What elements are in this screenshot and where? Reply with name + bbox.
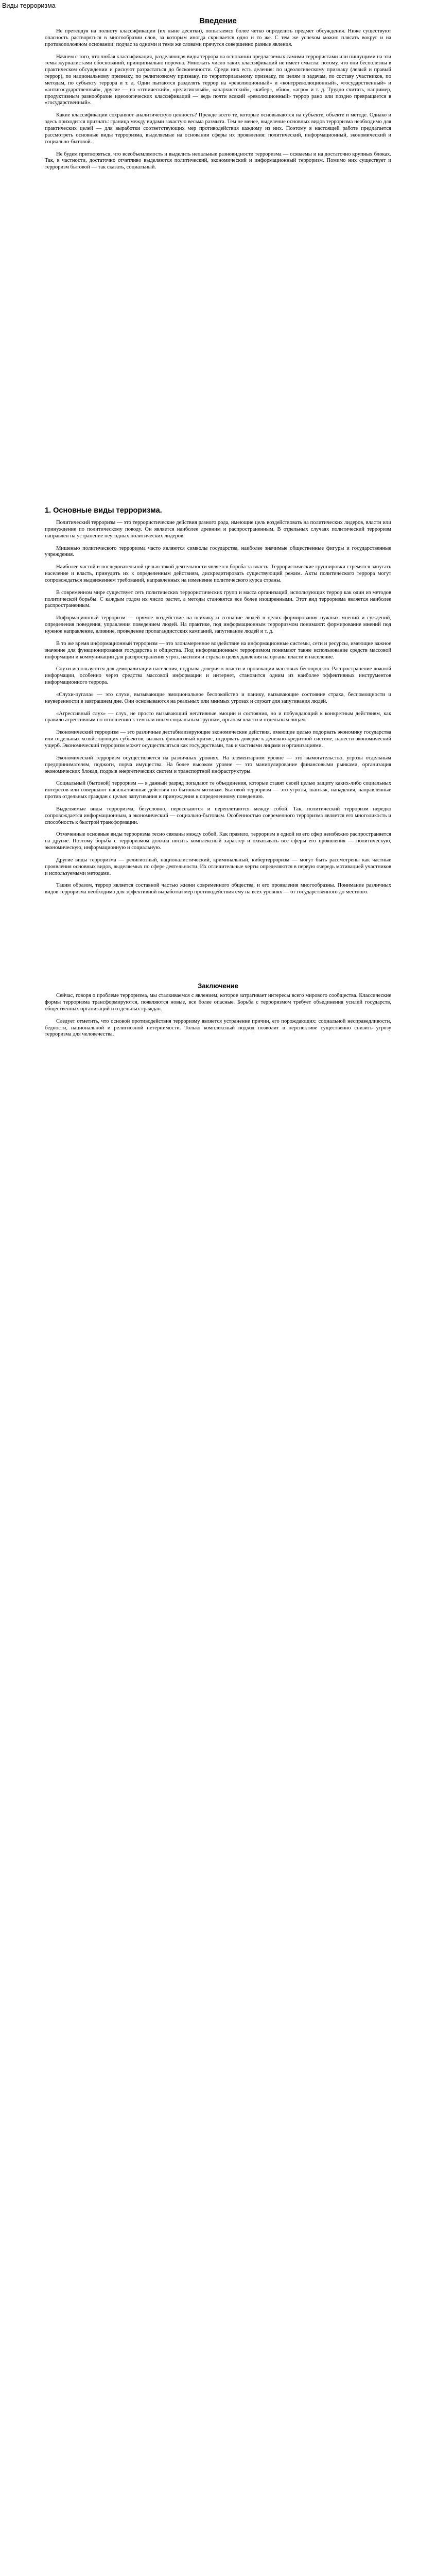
blank-space [45,902,391,979]
chapter-paragraph: Экономический терроризм — это различные дестабилизирующие экономические действия, имеющие целью подорвать экономику государства или отдельных хозяйствующих субъектов, вызвать финансовый кризис, подорвать доверие к денежно-кредитной системе, нанести экономический ущерб. Экономический терроризм может осуществляться как государствами, так и частными лицами и организациями. [45,730,391,749]
chapter-number: 1. [45,506,51,515]
chapter-paragraph: Выделяемые виды терроризма, безусловно, пересекаются и переплетаются между собой. Так, политический терроризм нередко сопровождается информационным, а экономический — социально-бытовым. Особенностью современного терроризма является его многоликость и способность к быстрой трансформации. [45,806,391,825]
chapter-paragraph: Информационный терроризм — прямое воздействие на психику и сознание людей в целях формирования нужных мнений и суждений, определения поведения, управления поведением людей. На практике, под информационным терроризмом понимают: формирование мнений под нужное направление, влияние, проведение пропагандистских кампаний, запугивание людей и т. д. [45,615,391,634]
conclusion-paragraph: Следует отметить, что основой противодействия терроризму является устранение причин, его порождающих: социальной несправедливости, бедности, национальной и религиозной нетерпимости. Только комплексный подход позволит в перспективе существенно снизить угрозу терроризма для человечества. [45,1018,391,1038]
intro-heading: Введение [199,16,237,25]
chapter-paragraph: Другие виды терроризма — религиозный, националистический, криминальный, кибертерроризм — могут быть рассмотрены как частные проявления основных видов, выделяемых по сфере деятельности. Их отличительные черты определяются в первую очередь мотивацией участников и используемыми методами. [45,857,391,876]
chapter-paragraph: В современном мире существует сеть политических террористических групп и масса организаций, использующих террор как один из методов политической борьбы. С каждым годом их число растет, а методы становятся все более изощренными. Этот вид терроризма является наиболее распространенным. [45,589,391,609]
chapter-paragraph: Мишенью политического терроризма часто являются символы государства, наиболее значимые общественные фигуры и государственные учреждения. [45,545,391,558]
chapter-paragraph: Таким образом, террор является составной частью жизни современного общества, и его проявления многообразны. Понимание различных видов терроризма необходимо для эффективной выработки мер противодействия ему на всех уровнях — от государственного до местного. [45,883,391,895]
chapter-title: Основные виды терроризма. [53,506,162,515]
chapter-paragraph: «Слухи-пугала» — это слухи, вызывающие эмоциональное беспокойство и панику, вызывающие состояние страха, беспомощности и неуверенности в завтрашнем дне. Они основываются на реальных или мнимых угрозах и служат для запугивания людей. [45,691,391,704]
document-body [45,10,391,1038]
conclusion-heading: Заключение [198,982,238,990]
intro-paragraph: Какие классификации сохраняют аналитическую ценность? Прежде всего те, которые основываются на субъекте, объекте и методе. Однако и здесь приходится признать: граница между видами зачастую весьма размыта. Тем не менее, выделение основных видов терроризма необходимо для практических целей — для выработки соответствующих мер противодействия каждому из них. Поэтому в настоящей работе предлагается рассмотреть основные виды терроризма, выделяемые на основании сферы их проявления: политический, информационный, экономический и социально-бытовой. [45,112,391,145]
chapter-paragraph: Политический терроризм — это террористические действия разного рода, имеющие цель воздействовать на политических лидеров, власти или принуждение по политическому поводу. Он является наиболее древним и распространенным. В отдельных случаях политический терроризм направлен на устранение неугодных политических лидеров. [45,520,391,539]
intro-paragraph: Начнем с того, что любая классификация, разделяющая виды террора на основании предлагаемых самими террористами или пишущими на эти темы журналистами обоснований, принципиально порочна. Умножать число таких классификаций не имеет смысла: потому, что они бесполезны в практическом обсуждении и рискуют разрастаться до бесконечности. Среди них есть деления: по идеологическому признаку (левый и правый террор), по национальному признаку, по религиозному признаку, по территориальному признаку, по целям и задачам, по составу участников, по методам, по субъекту террора и т. д. Одни пытаются разделять террор на «революционный» и «контрреволюционный», «государственный» и «антигосударственный», другие — на «этнический», «религиозный», «анархистский», «кибер», «био», «агро» и т. д. Трудно считать, например, продуктивным разнообразие идеологических классификаций — ведь почти всякий «революционный» террор рано или поздно превращается в «государственный». [45,54,391,106]
chapter-paragraph: Отмеченные основные виды терроризма тесно связаны между собой. Как правило, терроризм в одной из его сфер неизбежно распространяется на другие. Поэтому борьба с терроризмом должна носить комплексный характер и охватывать все сферы его проявления — политическую, экономическую, информационную и социальную. [45,832,391,851]
intro-paragraph: Не претендуя на полноту классификации (их ныне десятки), попытаемся более четко определить предмет обсуждения. Ниже существуют опасность растворяться в многообразии слов, за которым иногда скрывается одно и то же. С тем же успехом можно плясать вокруг и на противоположном основании: подчас за одними и теми же словами прячутся совершенно разные явления. [45,28,391,47]
blank-space [45,177,391,506]
chapter-paragraph: Социальный (бытовой) терроризм — в данный разряд попадают те объединения, которые ставят своей целью защиту каких-либо социальных интересов или совершают насильственные действия по бытовым мотивам. Бытовой терроризм — это угрозы, шантаж, нападения, направленные против отдельных граждан с целью запугивания и принуждения к определенному поведению. [45,781,391,800]
chapter-paragraph: «Агрессивный слух» — слух, не просто вызывающий негативные эмоции и состояния, но и побуждающий к конкретным действиям, как правило агрессивным по отношению к тем или иным социальным группам, органам власти и отдельным лицам. [45,710,391,723]
chapter-paragraph: В то же время информационный терроризм — это злонамеренное воздействие на информационные системы, сети и ресурсы, имеющие важное значение для функционирования государства и общества. Под информационным терроризмом понимают также использование средств массовой информации и коммуникации для распространения угроз, насилия и страха в целях давления на органы власти и население. [45,640,391,660]
intro-paragraph: Не будем притворяться, что всеобъемлемость и выделить непальные разновидности терроризма — осязаемы и на достаточно крупных блоках. Так, в частности, достаточно отчетливо выделяются политический, экономический и информационный терроризм. Помимо них существует и терроризм бытовой — так сказать, социальный. [45,151,391,171]
page-title: Виды терроризма [2,2,56,9]
conclusion-paragraph: Сейчас, говоря о проблеме терроризма, мы сталкиваемся с явлением, которое затрагивает интересы всего мирового сообщества. Классические формы терроризма трансформируются, появляются новые, все более опасные. Борьба с терроризмом требует объединения усилий государств, общественных организаций и отдельных граждан. [45,993,391,1012]
chapter-heading [45,506,391,515]
chapter-paragraph: Слухи используются для деморализации населения, подрыва доверия к власти и провокации массовых беспорядков. Распространение ложной информации, особенно через средства массовой информации и интернет, становится одним из наиболее эффективных инструментов информационного террора. [45,666,391,686]
chapter-paragraph: Экономический терроризм осуществляется на различных уровнях. На элементарном уровне — это вымогательство, угрозы отдельным предпринимателям, поджоги, порча имущества. На более высоком уровне — это манипулирование финансовыми рынками, организация экономических блокад, подрыв энергетических систем и транспортной инфраструктуры. [45,755,391,774]
chapter-paragraph: Наиболее частой и последовательной целью такой деятельности является борьба за власть. Террористические группировки стремятся запугать население и власть, принудить их к определенным действиям, дискредитировать существующий режим. Акты политического террора могут сопровождаться выдвижением требований, направленных на изменение политического курса страны. [45,564,391,583]
